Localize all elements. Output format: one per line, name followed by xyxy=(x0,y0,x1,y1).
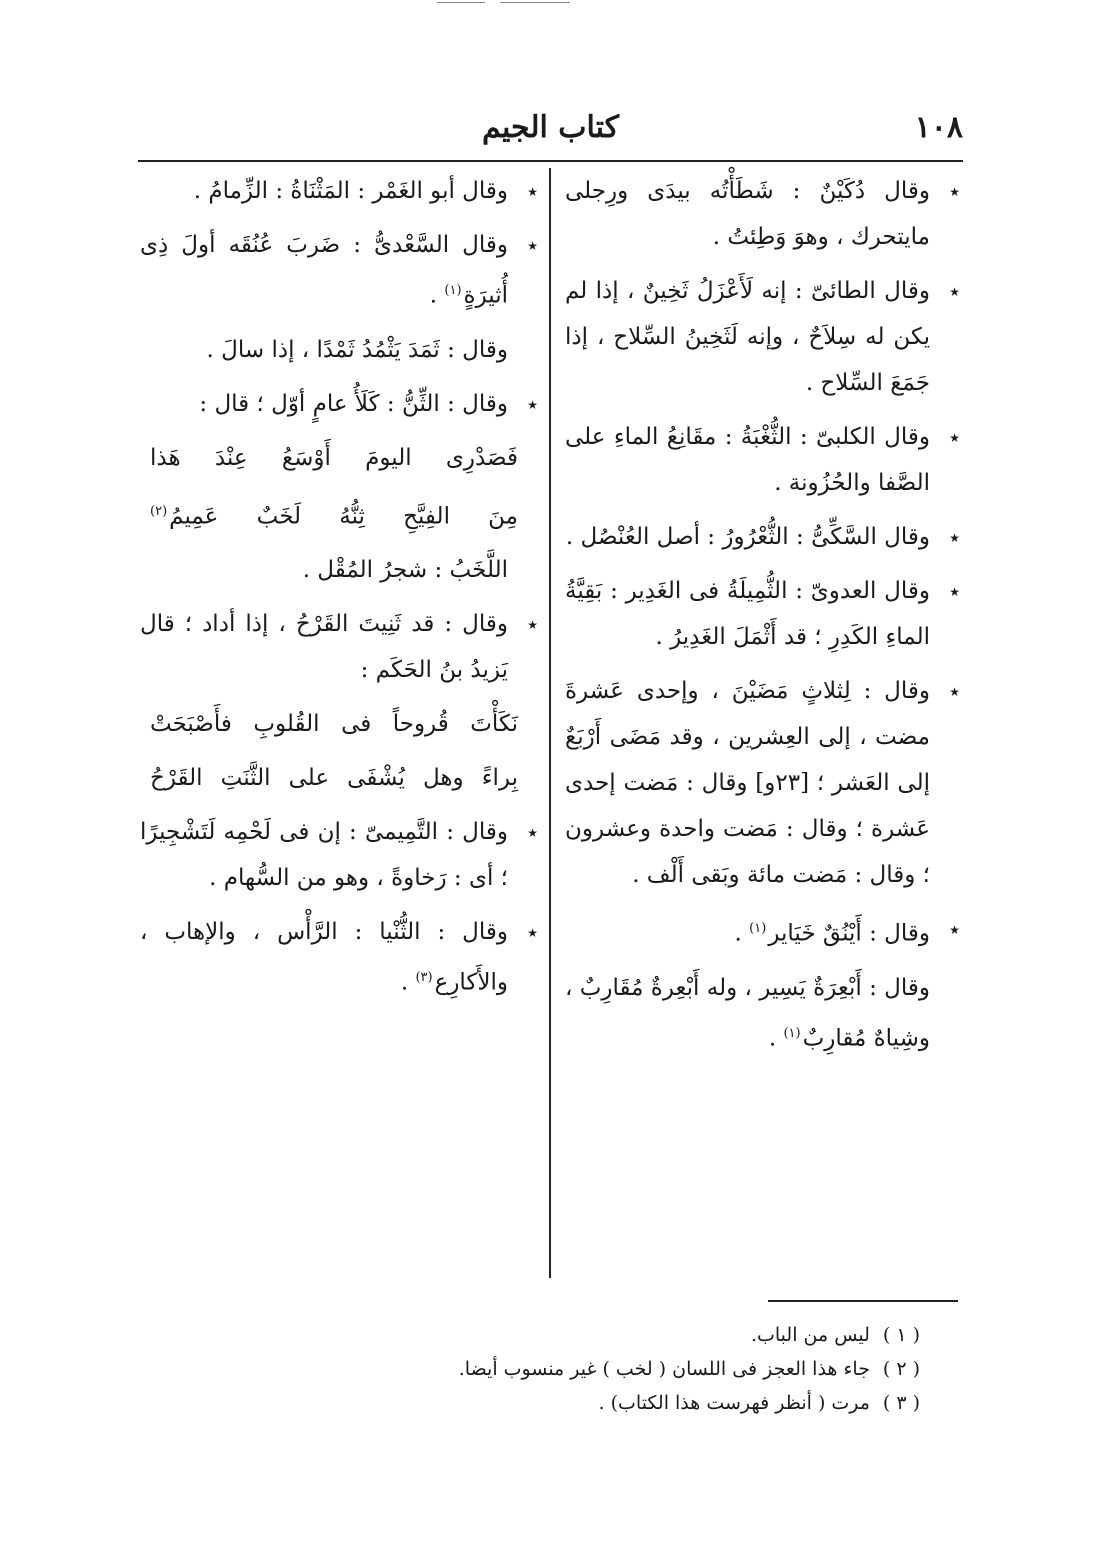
running-title: كتاب الجيم xyxy=(481,110,620,145)
dictionary-entry xyxy=(565,414,960,506)
left-column xyxy=(140,168,538,1014)
footnote-number: ( ٢ ) xyxy=(882,1358,920,1380)
footnote xyxy=(458,1352,920,1386)
footnotes xyxy=(458,1318,920,1420)
entry-text: وقال : أَيْنُقٌ خَيَاير xyxy=(768,920,930,947)
entry-text: بِراءً وهل يُشْفَى على الثَّنَتِ القَرْحُ xyxy=(150,765,518,792)
entry-text: مِنَ الفِيَّحِ ثِنُّهُ لَخَبٌ عَمِيمُ xyxy=(169,503,518,530)
footnote-text: ليس من الباب. xyxy=(750,1324,876,1346)
dictionary-entry xyxy=(565,168,960,260)
entry-text: وقال الكلبىّ : الثُّغْبَةُ : مقَانِعُ الماءِ على الصَّفا والحُزُونة . xyxy=(565,424,930,496)
entry-text: فَصَدْرِى اليومَ أَوْسَعُ عِنْدَ هَذا xyxy=(150,444,518,471)
entry-text: اللَّخَبُ : شجرُ المُقْل . xyxy=(302,557,508,584)
dictionary-entry xyxy=(140,327,538,373)
dictionary-entry xyxy=(565,268,960,406)
dictionary-entry xyxy=(565,668,960,898)
footnote-marker: (١) xyxy=(444,283,462,298)
dictionary-entry xyxy=(565,906,960,957)
footnote-number: ( ١ ) xyxy=(882,1324,920,1346)
verse-line xyxy=(140,435,538,481)
footnote-rule xyxy=(768,1300,958,1302)
entry-text: نَكَأْتَ قُروحاً فى القُلوبِ فأَصْبَحَتْ xyxy=(150,711,518,738)
entry-tail: . xyxy=(400,969,416,996)
dictionary-entry xyxy=(140,547,538,593)
entry-text: وقال : التَّمِيمىّ : إن فى لَحْمِه لَتَشْجِيرًا ؛ أى : رَخاوةً ، وهو من السُّهام . xyxy=(140,819,508,892)
entry-text: وقال السَّكِّىُّ : الثُّعْرُورُ : أصل العُنْصُل . xyxy=(565,524,930,550)
dictionary-entry xyxy=(565,965,960,1062)
verse-line xyxy=(140,701,538,747)
entry-text: وقال أبو الغَمْر : المَثْنَاةُ : الزِّمامُ . xyxy=(193,178,508,204)
footnote-marker: (١) xyxy=(749,921,767,936)
footnote xyxy=(470,1318,920,1352)
dictionary-entry xyxy=(140,809,538,901)
dictionary-entry xyxy=(565,514,960,560)
entry-text: وقال : لِثلاثٍ مَضَيْنَ ، وإحدى عَشرةَ مضت ، إلى العِشرين ، وقد مَضَى أَرْبَعٌ إلى العَشر ؛ [٢٣و] وقال : مَضت إحدى عَشرة ؛ وقال : مَضت واحدة وعشرون ؛ وقال : مَضت مائة وبَقى أَلْف . xyxy=(565,678,930,888)
page-number: ١٠٨ xyxy=(914,110,963,145)
top-edge-mark xyxy=(437,2,485,3)
column-divider xyxy=(549,168,551,1278)
footnote-text: جاء هذا العجز فى اللسان ( لخب ) غير منسوب أيضا. xyxy=(458,1358,876,1380)
entry-text: وقال : الثِّنُّ : كَلَأُ عامٍ أوّل ؛ قال : xyxy=(199,390,508,417)
entry-text: وقال العدوىّ : الثُّمِيلَةُ فى الغَدِير : بَقِيَّةُ الماءِ الكَدِرِ ؛ قد أَثْمَلَ الغَدِيرُ . xyxy=(565,578,930,650)
right-column xyxy=(565,168,960,1069)
entry-text: وقال دُكَيْنٌ : شَطَأْتُه بيدَى ورِجلى مايتحرك ، وهوَ وَطِئتُ . xyxy=(565,178,930,250)
dictionary-entry xyxy=(140,601,538,693)
entry-text: وقال : الثُّنْيا : الرَّأْس ، والإهاب ، والأَكارِع xyxy=(140,919,508,996)
entry-text: وقال : ثَمَدَ يَثْمُدُ ثَمْدًا ، إذا سالَ . xyxy=(206,336,508,363)
entry-tail: . xyxy=(734,920,750,947)
dictionary-entry xyxy=(565,568,960,660)
verse-line xyxy=(140,489,538,540)
footnote-marker: (٢) xyxy=(150,503,168,519)
header-rule xyxy=(138,160,963,162)
footnote-text: مرت ( أنظر فهرست هذا الكتاب) . xyxy=(598,1392,876,1414)
verse-line xyxy=(140,755,538,801)
page-header xyxy=(138,102,963,158)
footnote-marker: (١) xyxy=(783,1025,801,1041)
dictionary-entry xyxy=(140,168,538,214)
top-edge-mark xyxy=(500,2,570,3)
entry-text: وقال الطائىّ : إنه لَأَعْزَلُ ثَخِينٌ ، إذا لم يكن له سِلاَحٌ ، وإنه لَثَخِينُ السِّلاح ، إذا جَمَعَ السِّلاح . xyxy=(565,278,930,396)
entry-tail: . xyxy=(429,282,445,309)
footnote xyxy=(470,1386,920,1420)
entry-tail: . xyxy=(768,1025,784,1052)
dictionary-entry xyxy=(140,381,538,427)
dictionary-entry xyxy=(140,909,538,1006)
footnote-marker: (٣) xyxy=(415,970,433,986)
entry-text: وقال : أَبْعِرَةٌ يَسِير ، وله أَبْعِرةٌ مُقَارِبٌ ، وشِياهٌ مُقارِبٌ xyxy=(565,974,930,1052)
footnote-number: ( ٣ ) xyxy=(882,1392,920,1414)
entry-text: وقال السَّعْدىُّ : ضَربَ عُنُقَه أولَ ذِى أُثيرَةٍ xyxy=(140,232,508,309)
dictionary-entry xyxy=(140,222,538,319)
entry-text: وقال : قد ثَنِيتَ القَرْحُ ، إذا أداد ؛ قال يَزيدُ بنُ الحَكَم : xyxy=(140,611,508,684)
